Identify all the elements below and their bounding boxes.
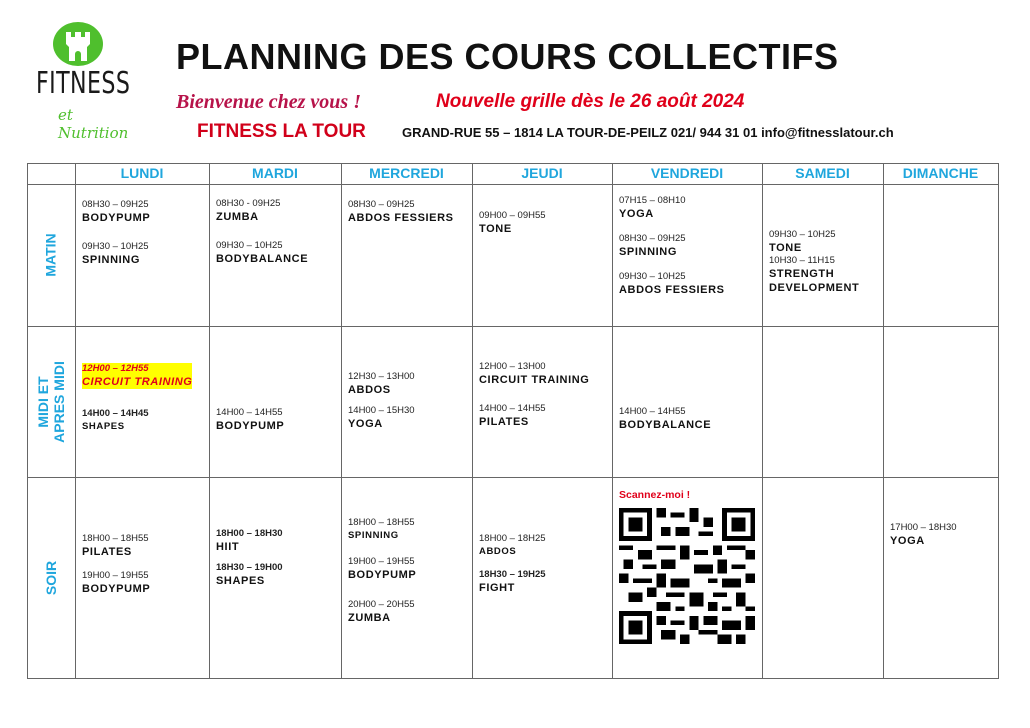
class-slot — [82, 533, 149, 559]
schedule-grid — [27, 163, 999, 679]
grid-line — [762, 163, 763, 679]
class-slot-highlighted — [82, 363, 192, 389]
class-name: TONE — [479, 223, 512, 235]
class-time: 09H30 – 10H25 — [619, 271, 686, 282]
class-slot — [216, 562, 283, 588]
class-name: CIRCUIT TRAINING — [479, 374, 590, 386]
day-header-lundi: LUNDI — [120, 165, 164, 181]
class-name: DEVELOPMENT — [769, 282, 860, 294]
class-name: ABDOS — [479, 546, 517, 557]
class-name: ABDOS FESSIERS — [348, 212, 454, 224]
class-time: 08H30 – 09H25 — [619, 233, 686, 244]
class-name: TONE — [769, 242, 802, 254]
class-time: 19H00 – 19H55 — [82, 570, 149, 581]
class-time: 08H30 - 09H25 — [216, 198, 281, 209]
class-name: STRENGTH — [769, 268, 835, 280]
class-time: 18H00 – 18H25 — [479, 533, 546, 544]
grid-line — [883, 163, 884, 679]
class-name: HIIT — [216, 541, 240, 553]
class-time: 12H00 – 12H55 — [82, 363, 192, 375]
class-slot — [216, 198, 280, 224]
class-name: YOGA — [348, 418, 383, 430]
class-slot — [348, 599, 415, 625]
grid-line — [209, 163, 210, 679]
class-time: 14H00 – 15H30 — [348, 405, 415, 416]
day-header-dimanche: DIMANCHE — [902, 165, 979, 181]
page-title: PLANNING DES COURS COLLECTIFS — [176, 36, 839, 77]
logo — [30, 18, 131, 142]
grid-line — [27, 326, 999, 327]
grid-line — [341, 163, 342, 679]
class-time: 19H00 – 19H55 — [348, 556, 415, 567]
class-name: ZUMBA — [216, 211, 259, 223]
class-name: PILATES — [82, 546, 132, 558]
period-label-midi — [27, 326, 75, 477]
class-slot — [619, 271, 725, 297]
class-time: 08H30 – 09H25 — [82, 199, 149, 210]
grid-line — [27, 477, 999, 478]
class-time: 08H30 – 09H25 — [348, 199, 415, 210]
class-name: BODYPUMP — [82, 583, 151, 595]
class-name: ZUMBA — [348, 612, 391, 624]
class-name: BODYPUMP — [82, 212, 151, 224]
period-text: MIDI ET APRES MIDI — [35, 360, 67, 443]
grid-line — [27, 184, 999, 185]
class-time: 18H00 – 18H55 — [348, 517, 415, 528]
day-header-vendredi: VENDREDI — [650, 165, 724, 181]
class-slot — [348, 556, 416, 582]
class-time: 07H15 – 08H10 — [619, 195, 686, 206]
grid-line — [27, 678, 999, 679]
class-name: BODYBALANCE — [216, 253, 309, 265]
period-label-soir — [27, 477, 75, 678]
grid-line — [998, 163, 999, 679]
class-slot — [479, 569, 546, 595]
class-name: SHAPES — [216, 575, 265, 587]
class-time: 14H00 – 14H55 — [619, 406, 686, 417]
class-time: 18H00 – 18H30 — [216, 528, 283, 539]
class-name: ABDOS — [348, 384, 391, 396]
class-slot — [82, 199, 150, 225]
class-time: 14H00 – 14H45 — [82, 408, 149, 419]
class-slot — [769, 255, 859, 295]
class-slot — [890, 522, 957, 548]
tower-icon — [52, 18, 104, 66]
class-name: BODYPUMP — [216, 420, 285, 432]
class-time: 14H00 – 14H55 — [216, 407, 283, 418]
class-slot — [82, 408, 149, 434]
class-slot — [82, 570, 150, 596]
class-name: FIGHT — [479, 582, 515, 594]
class-slot — [348, 405, 415, 431]
class-name: BODYBALANCE — [619, 419, 712, 431]
class-slot — [216, 528, 283, 554]
class-name: CIRCUIT TRAINING — [82, 376, 193, 388]
period-label-matin — [27, 184, 75, 326]
class-slot — [479, 533, 546, 559]
grid-line — [612, 163, 613, 679]
day-header-samedi: SAMEDI — [795, 165, 850, 181]
welcome-text: Bienvenue chez vous ! — [176, 91, 361, 113]
class-slot — [619, 233, 686, 259]
class-time: 12H30 – 13H00 — [348, 371, 415, 382]
logo-wordmark: FITNESS — [36, 66, 131, 101]
period-text: MATIN — [42, 233, 59, 277]
class-time: 20H00 – 20H55 — [348, 599, 415, 610]
class-slot — [348, 371, 415, 397]
logo-subtext: et Nutrition — [58, 106, 129, 142]
grid-line — [75, 163, 76, 679]
grid-line — [472, 163, 473, 679]
class-time: 09H30 – 10H25 — [216, 240, 283, 251]
class-slot — [82, 241, 149, 267]
class-time: 09H30 – 10H25 — [769, 229, 836, 240]
class-slot — [769, 229, 836, 255]
class-time: 12H00 – 13H00 — [479, 361, 546, 372]
class-time: 18H00 – 18H55 — [82, 533, 149, 544]
new-grid-notice: Nouvelle grille dès le 26 août 2024 — [436, 91, 745, 112]
class-time: 18H30 – 19H25 — [479, 569, 546, 580]
class-slot — [479, 403, 546, 429]
class-time: 14H00 – 14H55 — [479, 403, 546, 414]
class-slot — [479, 210, 546, 236]
class-slot — [619, 406, 711, 432]
class-name: ABDOS FESSIERS — [619, 284, 725, 296]
class-slot — [348, 199, 454, 225]
day-header-mardi: MARDI — [252, 165, 298, 181]
class-slot — [216, 240, 308, 266]
class-slot — [479, 361, 589, 387]
class-time: 09H30 – 10H25 — [82, 241, 149, 252]
class-name: SPINNING — [348, 530, 399, 541]
class-time: 18H30 – 19H00 — [216, 562, 283, 573]
class-slot — [619, 195, 686, 221]
qr-code-icon[interactable] — [619, 508, 755, 644]
class-slot — [216, 407, 284, 433]
day-header-jeudi: JEUDI — [521, 165, 563, 181]
class-name: YOGA — [890, 535, 925, 547]
class-time: 10H30 – 11H15 — [769, 255, 835, 266]
class-name: PILATES — [479, 416, 529, 428]
day-header-mercredi: MERCREDI — [369, 165, 444, 181]
class-time: 17H00 – 18H30 — [890, 522, 957, 533]
class-slot — [348, 517, 415, 543]
class-name: YOGA — [619, 208, 654, 220]
brand-name: FITNESS LA TOUR — [197, 121, 366, 142]
class-time: 09H00 – 09H55 — [479, 210, 546, 221]
period-text: SOIR — [42, 560, 59, 595]
class-name: SPINNING — [619, 246, 677, 258]
class-name: SHAPES — [82, 421, 125, 432]
class-name: BODYPUMP — [348, 569, 417, 581]
address-contact: GRAND-RUE 55 – 1814 LA TOUR-DE-PEILZ 021/ 944 31 01 info@fitnesslatour.ch — [402, 125, 894, 140]
scan-me-label: Scannez-moi ! — [619, 489, 691, 501]
class-name: SPINNING — [82, 254, 140, 266]
